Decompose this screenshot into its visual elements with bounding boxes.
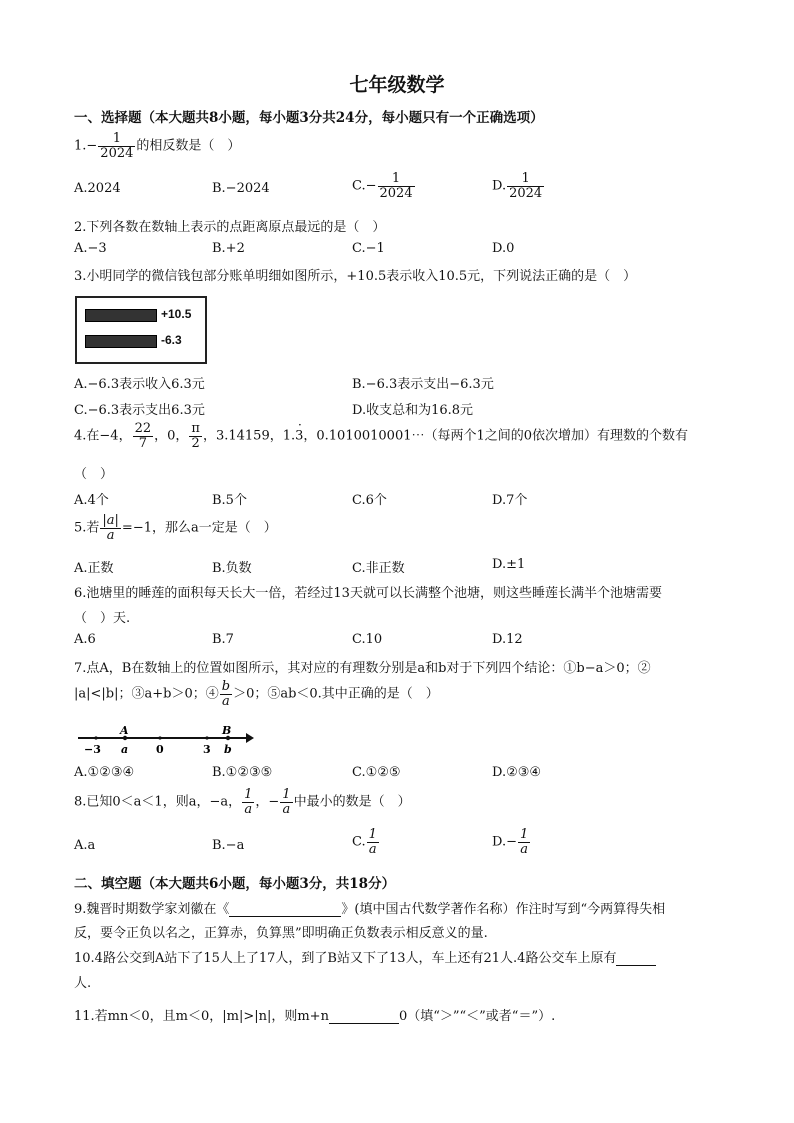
q4-f1-num: 22 bbox=[134, 421, 152, 436]
tick-label-neg3: −3 bbox=[84, 743, 101, 756]
q7-option-d: D.②③④ bbox=[492, 765, 542, 780]
q9-line1-b: 》(填中国古代数学著作名称）作注时写到“今两算得失相 bbox=[341, 902, 666, 917]
q3-option-b: B.−6.3表示支出−6.3元 bbox=[352, 377, 494, 392]
question-8 bbox=[74, 788, 411, 816]
q4-fraction-2 bbox=[189, 422, 202, 450]
q6-option-d: D.12 bbox=[492, 632, 523, 647]
q5-option-a: A.正数 bbox=[74, 561, 114, 576]
q1-fraction bbox=[98, 132, 135, 160]
q2-option-d: D.0 bbox=[492, 241, 515, 256]
q7-option-a: A.①②③④ bbox=[74, 765, 135, 780]
q4-mid1: ，0， bbox=[154, 428, 189, 444]
q5-option-b: B.负数 bbox=[212, 561, 252, 576]
question-4 bbox=[74, 422, 688, 450]
q10-line1: 10.4路公交到A站下了15人上了17人，到了B站又下了13人，车上还有21人.4路公交车上原有 bbox=[74, 951, 617, 966]
q4-mid2: ，3.14159，1.3，0.1010010001⋯（每两个1之间的0依次增加）有理数的个数有 bbox=[202, 428, 689, 444]
q1-option-c-prefix: C.− bbox=[352, 178, 377, 194]
q1-c-num: 1 bbox=[378, 172, 415, 187]
q8-option-b: B.−a bbox=[212, 838, 245, 853]
q5-den: a bbox=[106, 527, 115, 543]
q10-answer-blank[interactable] bbox=[616, 951, 656, 966]
q4-option-d: D.7个 bbox=[492, 493, 528, 508]
section-fill-heading: 二、填空题（本大题共6小题，每小题3分，共18分） bbox=[74, 876, 396, 892]
q8-option-a: A.a bbox=[74, 838, 96, 853]
question-3: 3.小明同学的微信钱包部分账单明细如图所示，+10.5表示收入10.5元，下列说法正确的是（ ） bbox=[74, 269, 637, 284]
question-1 bbox=[74, 132, 240, 160]
q9-line1-a: 9.魏晋时期数学家刘徽在《 bbox=[74, 902, 230, 917]
tick-neg3 bbox=[94, 736, 97, 739]
q1-option-c-fraction bbox=[378, 172, 415, 200]
q7-f-num: b bbox=[221, 679, 231, 694]
q11-text-a: 11.若mn＜0，且m＜0，|m|>|n|，则m+n bbox=[74, 1009, 329, 1024]
q1-d-num: 1 bbox=[507, 172, 544, 187]
q8-option-d-fraction bbox=[518, 828, 530, 856]
q8-prefix: 8.已知0＜a＜1，则a，−a， bbox=[74, 794, 242, 810]
q7-line2-a: |a|<|b|；③a+b＞0；④ bbox=[74, 686, 219, 702]
question-2: 2.下列各数在数轴上表示的点距离原点最远的是（ ） bbox=[74, 220, 386, 235]
q1-c-den: 2024 bbox=[379, 185, 413, 201]
q8-option-c-prefix: C. bbox=[352, 834, 366, 850]
q4-option-c: C.6个 bbox=[352, 493, 387, 508]
q8-mid: ，− bbox=[255, 794, 280, 810]
q8-option-d bbox=[492, 828, 531, 856]
q7-fraction bbox=[220, 680, 232, 708]
question-7-line2 bbox=[74, 680, 439, 708]
question-10-line2: 人. bbox=[74, 976, 92, 991]
q8-c-den: a bbox=[368, 841, 377, 857]
q3-option-d: D.收支总和为16.8元 bbox=[352, 403, 474, 418]
q8-d-den: a bbox=[520, 841, 528, 857]
q4-f2-num: π bbox=[191, 421, 200, 436]
q8-f1-num: 1 bbox=[244, 787, 253, 802]
q1-prefix: 1.− bbox=[74, 138, 98, 154]
q3-option-c: C.−6.3表示支出6.3元 bbox=[74, 403, 205, 418]
q3-option-a: A.−6.3表示收入6.3元 bbox=[74, 377, 205, 392]
q1-option-b: B.−2024 bbox=[212, 181, 270, 196]
q4-option-b: B.5个 bbox=[212, 493, 247, 508]
question-4-line2: （ ） bbox=[74, 467, 114, 482]
q11-answer-blank[interactable] bbox=[329, 1009, 399, 1024]
q9-answer-blank[interactable] bbox=[229, 902, 341, 917]
q1-d-den: 2024 bbox=[509, 185, 543, 201]
q8-c-num: 1 bbox=[368, 827, 377, 842]
q2-option-a: A.−3 bbox=[74, 241, 107, 256]
question-9 bbox=[74, 898, 665, 917]
q1-option-d-fraction bbox=[507, 172, 544, 200]
tick-label-b: b bbox=[224, 743, 232, 756]
number-line-figure bbox=[76, 722, 256, 758]
question-5 bbox=[74, 514, 277, 542]
q4-f1-den: 7 bbox=[138, 435, 147, 451]
q7-f-den: a bbox=[222, 693, 230, 709]
q8-option-c-fraction bbox=[367, 828, 379, 856]
q1-option-d-prefix: D. bbox=[492, 178, 507, 194]
question-9-line2: 反，要令正负以名之，正算赤，负算黑”即明确正负数表示相反意义的量. bbox=[74, 926, 488, 941]
q1-fraction-den: 2024 bbox=[100, 145, 134, 161]
q5-option-c: C.非正数 bbox=[352, 561, 405, 576]
q8-fraction-2 bbox=[280, 788, 292, 816]
q4-repeat-dot: · bbox=[298, 418, 302, 432]
wallet-value-top: +10.5 bbox=[161, 307, 192, 321]
q8-f2-den: a bbox=[282, 801, 291, 817]
q11-text-b: 0（填“＞”“＜”或者“＝”）. bbox=[398, 1009, 556, 1024]
q8-f1-den: a bbox=[244, 801, 253, 817]
q1-option-d bbox=[492, 172, 545, 200]
tick-label-3: 3 bbox=[203, 743, 211, 756]
q6-option-b: B.7 bbox=[212, 632, 234, 647]
q8-d-num: 1 bbox=[519, 827, 529, 842]
q4-option-a: A.4个 bbox=[74, 493, 109, 508]
q1-option-c bbox=[352, 172, 416, 200]
q5-suffix: =−1，那么a一定是（ ） bbox=[121, 520, 277, 536]
q6-option-a: A.6 bbox=[74, 632, 96, 647]
tick-label-a: a bbox=[121, 743, 129, 756]
wallet-bar-bottom bbox=[85, 335, 157, 348]
q7-line2-b: ＞0；⑤ab＜0.其中正确的是（ ） bbox=[233, 686, 439, 702]
q5-prefix: 5.若 bbox=[74, 520, 100, 536]
q4-prefix: 4.在−4， bbox=[74, 428, 132, 444]
q7-option-b: B.①②③⑤ bbox=[212, 765, 273, 780]
q2-option-c: C.−1 bbox=[352, 241, 385, 256]
label-A: A bbox=[120, 724, 129, 737]
q8-fraction-1 bbox=[242, 788, 254, 816]
tick-label-zero: 0 bbox=[156, 743, 164, 756]
question-7: 7.点A，B在数轴上的位置如图所示，其对应的有理数分别是a和b对于下列四个结论：①b−a＞0；② bbox=[74, 661, 651, 676]
wallet-bar-top bbox=[85, 309, 157, 322]
tick-zero bbox=[158, 736, 161, 739]
q1-option-a: A.2024 bbox=[74, 181, 121, 196]
q1-fraction-num: 1 bbox=[98, 132, 135, 147]
label-B: B bbox=[222, 724, 232, 737]
q8-suffix: 中最小的数是（ ） bbox=[293, 794, 411, 810]
q4-fraction-1 bbox=[133, 422, 154, 450]
q5-option-d: D.±1 bbox=[492, 557, 526, 572]
q4-f2-den: 2 bbox=[191, 435, 200, 451]
q1-suffix: 的相反数是（ ） bbox=[136, 138, 241, 154]
question-6: 6.池塘里的睡莲的面积每天长大一倍，若经过13天就可以长满整个池塘，则这些睡莲长满半个池塘需要 bbox=[74, 586, 662, 601]
q8-f2-num: 1 bbox=[282, 787, 291, 802]
q7-option-c: C.①②⑤ bbox=[352, 765, 401, 780]
q6-option-c: C.10 bbox=[352, 632, 383, 647]
number-line-arrow bbox=[246, 733, 254, 743]
wallet-bill-figure bbox=[75, 296, 207, 364]
section-choice-heading: 一、选择题（本大题共8小题，每小题3分共24分，每小题只有一个正确选项） bbox=[74, 110, 544, 126]
q5-num: |a| bbox=[102, 513, 119, 528]
question-10 bbox=[74, 947, 656, 966]
q2-option-b: B.+2 bbox=[212, 241, 245, 256]
wallet-value-bottom: -6.3 bbox=[161, 333, 182, 347]
q8-option-d-prefix: D.− bbox=[492, 834, 517, 850]
tick-3 bbox=[205, 736, 208, 739]
q8-option-c bbox=[352, 828, 380, 856]
question-6-line2: （ ）天. bbox=[74, 611, 131, 626]
q5-fraction bbox=[100, 514, 121, 542]
question-11 bbox=[74, 1005, 555, 1024]
page-title: 七年级数学 bbox=[349, 74, 445, 96]
